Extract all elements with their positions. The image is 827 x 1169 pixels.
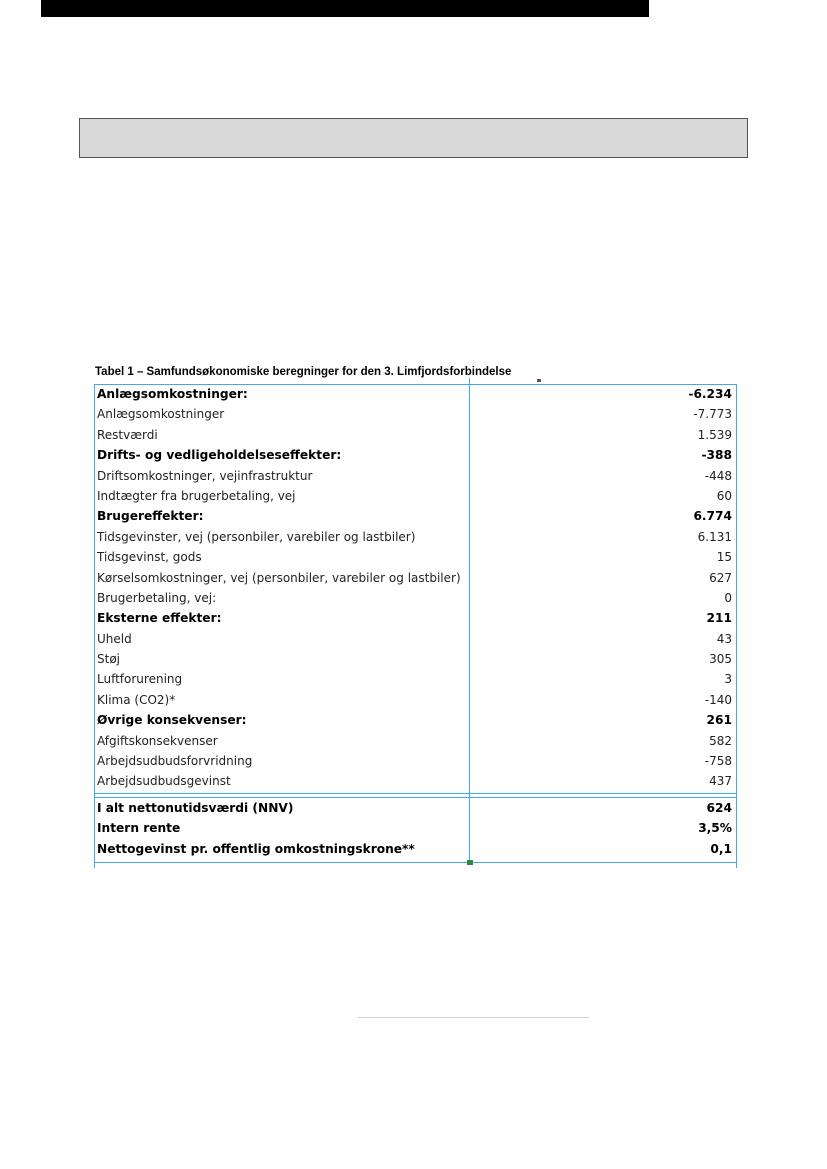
summary-row <box>94 839 737 859</box>
row-value: 60 <box>716 488 732 503</box>
row-value: 437 <box>709 774 732 789</box>
table-summary <box>94 798 737 859</box>
row-value: 6.131 <box>697 529 732 544</box>
table-row <box>94 588 737 608</box>
table-row <box>94 404 737 424</box>
row-label: Arbejdsudbudsforvridning <box>97 754 253 769</box>
selection-line-bottom <box>94 862 737 863</box>
row-label: Øvrige konsekvenser: <box>97 713 247 728</box>
table-row <box>94 649 737 669</box>
row-value: 582 <box>709 733 732 748</box>
row-label: Tidsgevinster, vej (personbiler, varebiler og lastbiler) <box>97 529 416 544</box>
heading-box <box>79 118 748 158</box>
table-row <box>94 771 737 791</box>
cursor-mark <box>537 379 541 382</box>
row-label: Brugereffekter: <box>97 509 204 524</box>
row-value: 3 <box>724 672 732 687</box>
summary-row <box>94 798 737 818</box>
selection-line-left <box>94 384 95 868</box>
row-label: Nettogevinst pr. offentlig omkostningskrone** <box>97 841 415 856</box>
table-row <box>94 751 737 771</box>
selection-handle[interactable] <box>467 860 473 865</box>
table-row <box>94 731 737 751</box>
row-value: 3,5% <box>698 821 732 836</box>
row-label: Drifts- og vedligeholdelseseffekter: <box>97 448 342 463</box>
table-row <box>94 506 737 526</box>
table-row <box>94 527 737 547</box>
header-bar <box>41 0 649 17</box>
row-label: Arbejdsudbudsgevinst <box>97 774 231 789</box>
table-row <box>94 384 737 404</box>
row-value: 6.774 <box>693 509 732 524</box>
row-value: 0,1 <box>710 841 732 856</box>
row-label: Kørselsomkostninger, vej (personbiler, varebiler og lastbiler) <box>97 570 461 585</box>
row-value: 305 <box>709 652 732 667</box>
row-value: -388 <box>701 448 732 463</box>
table-row <box>94 466 737 486</box>
summary-row <box>94 818 737 838</box>
row-label: Uheld <box>97 631 132 646</box>
table-row <box>94 425 737 445</box>
row-value: 211 <box>706 611 732 626</box>
table-row <box>94 547 737 567</box>
row-value: -140 <box>704 692 732 707</box>
row-value: 43 <box>716 631 732 646</box>
row-label: Intern rente <box>97 821 181 836</box>
row-label: Luftforurening <box>97 672 183 687</box>
row-value: 624 <box>706 800 732 815</box>
selection-line-summary-top <box>94 793 737 794</box>
row-label: Klima (CO2)* <box>97 692 176 707</box>
row-value: 15 <box>716 550 732 565</box>
table-row <box>94 486 737 506</box>
row-label: Eksterne effekter: <box>97 611 222 626</box>
table-title: Tabel 1 – Samfundsøkonomiske beregninger for den 3. Limfjordsforbindelse <box>95 366 512 378</box>
table-body <box>94 384 737 792</box>
table-row <box>94 690 737 710</box>
row-label: Tidsgevinst, gods <box>97 550 202 565</box>
footnote-separator <box>358 1017 589 1018</box>
data-table <box>94 384 737 859</box>
row-value: -7.773 <box>693 407 732 422</box>
row-value: 627 <box>709 570 732 585</box>
table-row <box>94 669 737 689</box>
row-label: I alt nettonutidsværdi (NNV) <box>97 800 294 815</box>
selection-line-top <box>94 384 737 385</box>
row-value: -448 <box>704 468 732 483</box>
table-row <box>94 568 737 588</box>
row-label: Anlægsomkostninger <box>97 407 225 422</box>
row-label: Afgiftskonsekvenser <box>97 733 218 748</box>
row-label: Brugerbetaling, vej: <box>97 590 217 605</box>
row-label: Restværdi <box>97 427 158 442</box>
row-value: -758 <box>704 754 732 769</box>
selection-line-summary-top-2 <box>94 797 737 798</box>
selection-line-divider <box>469 378 470 862</box>
row-value: -6.234 <box>688 387 732 401</box>
row-value: 261 <box>706 713 732 728</box>
row-label: Støj <box>97 652 120 667</box>
table-row <box>94 608 737 628</box>
row-label: Indtægter fra brugerbetaling, vej <box>97 488 296 503</box>
row-label: Anlægsomkostninger: <box>97 387 248 401</box>
row-label: Driftsomkostninger, vejinfrastruktur <box>97 468 313 483</box>
table-row <box>94 445 737 465</box>
table-row <box>94 710 737 730</box>
row-value: 0 <box>724 590 732 605</box>
table-row <box>94 629 737 649</box>
row-value: 1.539 <box>697 427 732 442</box>
selection-line-right <box>736 384 737 868</box>
